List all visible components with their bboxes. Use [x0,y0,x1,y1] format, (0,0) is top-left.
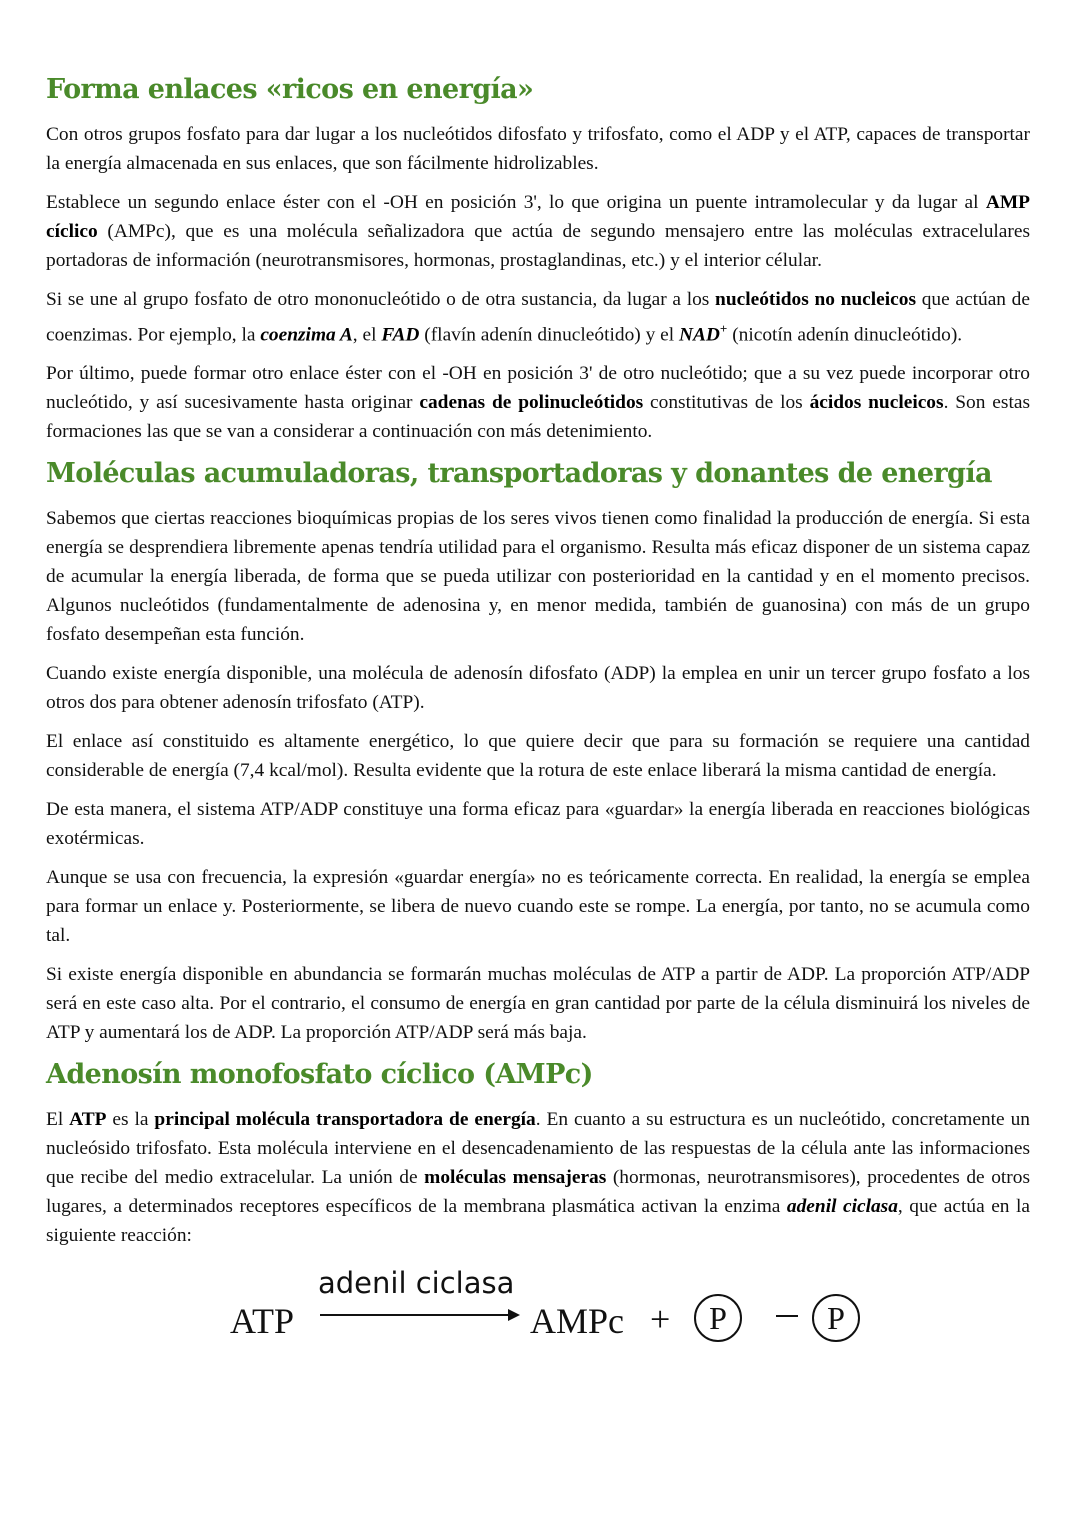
text-run: (nicotín adenín dinucleótido). [727,324,963,346]
text-run: . Son estas formaciones las que se van a considerar a continuación con más detenimiento. [46,392,1030,443]
text-run: . En cuanto a su estructura es un nucleótido, concretamente un nucleósido trifosfato. Esta molécula interviene en el desencadenamiento de las respuestas de la célula ante las informaciones que recibe del medio extracelular. La unión de [46,1109,1030,1189]
text-run: adenil ciclasa [786,1196,898,1218]
text-run: Sabemos que ciertas reacciones bioquímicas propias de los seres vivos tienen como finalidad la producción de energía. Si esta energía se desprendiera libremente apenas tendría utilidad para el organismo. Resulta más eficaz disponer de un sistema capaz de acumular la energía liberada, de forma que se pueda utilizar con posterioridad en la cantidad y en el momento precisos. Algunos nucleótidos (fundamentalmente de adenosina y, en menor medida, también de guanosina) con más de un grupo fosfato desempeñan esta función. [46,508,1030,646]
text-run: El [46,1109,70,1131]
paragraph [46,659,1030,717]
text-run: El enlace así constituido es altamente energético, lo que quiere decir que para su formación se requiere una cantidad considerable de energía (7,4 kcal/mol). Resulta evidente que la rotura de este enlace liberará la misma cantidad de energía. [46,731,1030,782]
paragraph [46,188,1030,275]
paragraph [46,359,1030,446]
text-run: Si existe energía disponible en abundancia se formarán muchas moléculas de ATP a partir de ADP. La proporción ATP/ADP será en este caso alta. Por el contrario, el consumo de energía en gran cantidad por parte de la célula disminuirá los niveles de ATP y aumentará los de ADP. La proporción ATP/ADP será más baja. [46,964,1030,1044]
text-run: constitutivas de los [643,392,810,414]
paragraph [46,1105,1030,1250]
section-heading: Adenosín monofosfato cíclico (AMPc) [46,1059,593,1091]
text-run: nucleótidos no nucleicos [715,289,917,310]
text-run: Por último, puede formar otro enlace éster con el -OH en posición 3' de otro nucleótido; que a su vez puede incorporar otro nucleótido, y así sucesivamente hasta originar [46,363,1030,414]
text-run: moléculas mensajeras [424,1167,607,1189]
text-run: De esta manera, el sistema ATP/ADP constituye una forma eficaz para «guardar» la energía liberada en reacciones biológicas exotérmicas. [46,799,1030,850]
text-run: ATP [69,1109,107,1131]
text-run: es la [106,1109,155,1131]
text-run: (flavín adenín dinucleótido) y el [419,324,679,346]
paragraph [46,727,1030,785]
phosphate-circle-1: P [694,1294,742,1342]
reaction-equation [46,1266,1030,1364]
text-run: ácidos nucleicos [809,392,944,414]
paragraph [46,504,1030,649]
section-heading: Forma enlaces «ricos en energía» [46,74,534,105]
text-run: , que actúa en la siguiente reacción: [46,1196,1031,1247]
text-run: , el [352,324,382,346]
text-run: que actúan de coenzimas. Por ejemplo, la [46,289,1030,346]
text-run: (hormonas, neurotransmisores), procedentes de otros lugares, a determinados receptores específicos de la membrana plasmática activan la enzima [46,1167,1031,1218]
text-run: FAD [381,324,420,346]
text-run: Con otros grupos fosfato para dar lugar a los nucleótidos difosfato y trifosfato, como el ADP y el ATP, capaces de transportar la energía almacenada en sus enlaces, que son fácilmente hidrolizables. [46,124,1030,174]
phosphate-circle-2: P [812,1294,860,1342]
phosphate-bond [776,1315,798,1317]
reaction-arrow-icon [320,1314,516,1316]
document-page [46,72,1030,1364]
section-heading: Moléculas acumuladoras, transportadoras y donantes de energía [46,458,992,490]
text-run: NAD [678,324,720,346]
paragraph [46,120,1030,178]
equation-reactant: ATP [230,1301,295,1342]
text-run: Cuando existe energía disponible, una molécula de adenosín difosfato (ADP) la emplea en unir un tercer grupo fosfato a los otros dos para obtener adenosín trifosfato (ATP). [46,663,1030,714]
text-run: + [719,321,728,336]
text-run: principal molécula transportadora de energía [154,1109,536,1131]
equation-product: AMPc [530,1301,625,1342]
paragraph [46,285,1030,349]
text-run: Establece un segundo enlace éster con el -OH en posición 3', lo que origina un puente intramolecular y da lugar al [46,192,986,213]
text-run: cadenas de polinucleótidos [419,392,644,414]
document-body [46,72,1030,1250]
paragraph [46,960,1030,1047]
paragraph [46,863,1030,950]
equation-enzyme: adenil ciclasa [318,1266,515,1301]
paragraph [46,795,1030,853]
text-run: (AMPc), que es una molécula señalizadora que actúa de segundo mensajero entre las moléculas extracelulares portadoras de información (neurotransmisores, hormonas, prostaglandinas, etc.) y el interior célular. [46,221,1030,271]
text-run: coenzima A [260,324,353,346]
text-run: Aunque se usa con frecuencia, la expresión «guardar energía» no es teóricamente correcta. En realidad, la energía se emplea para formar un enlace y. Posteriormente, se libera de nuevo cuando este se rompe. La energía, por tanto, no se acumula como tal. [46,867,1030,947]
equation-plus: + [650,1299,671,1340]
text-run: AMP cíclico [46,192,1030,242]
text-run: Si se une al grupo fosfato de otro mononucleótido o de otra sustancia, da lugar a los [46,289,716,310]
